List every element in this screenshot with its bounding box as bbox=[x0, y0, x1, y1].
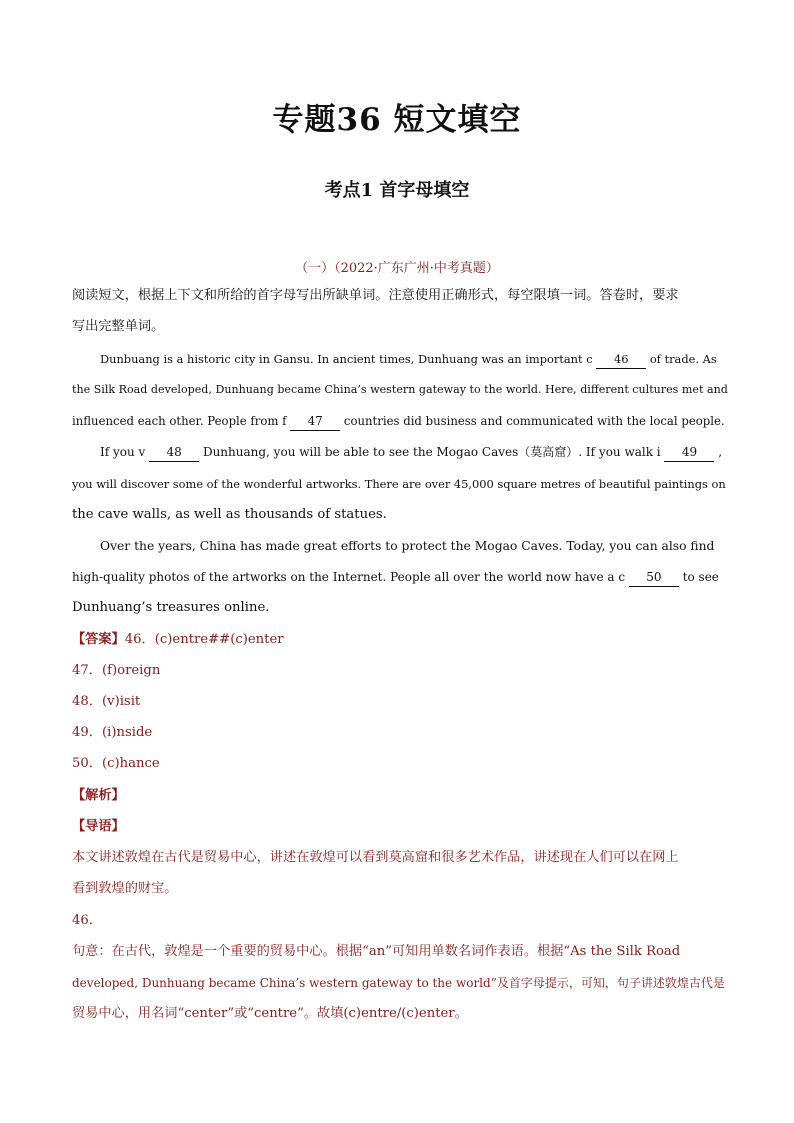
passage-p3-line-3: Dunhuang’s treasures online. bbox=[72, 600, 270, 615]
analysis-q46-line-2: developed, Dunhuang became China’s western gateway to the world”及首字母提示，可知，句子讲述敦煌古代是 bbox=[72, 976, 725, 990]
passage-text: to see bbox=[678, 570, 719, 584]
passage-p2-line-1 bbox=[100, 443, 722, 462]
analysis-q46-number: 46． bbox=[72, 913, 102, 928]
blank-47: 47 bbox=[290, 412, 340, 431]
passage-text: Dunhuang, you will be able to see the Mogao Caves（莫高窟）. If you walk i bbox=[199, 445, 665, 459]
instructions-line-1: 阅读短文，根据上下文和所给的首字母写出所缺单词。注意使用正确形式，每空限填一词。答卷时，要求 bbox=[72, 288, 679, 303]
blank-48: 48 bbox=[149, 443, 199, 462]
analysis-q46-line-1: 句意：在古代，敦煌是一个重要的贸易中心。根据“an”可知用单数名词作表语。根据“As the Silk Road bbox=[72, 944, 681, 959]
section-subtitle: 考点1 首字母填空 bbox=[324, 180, 470, 201]
blank-49: 49 bbox=[664, 443, 714, 462]
answer-47: 47．(f)oreign bbox=[72, 663, 161, 678]
passage-text: If you v bbox=[100, 445, 150, 459]
answer-49: 49．(i)nside bbox=[72, 725, 153, 740]
guide-label: 【导语】 bbox=[72, 819, 125, 834]
answer-text: 46．(c)entre##(c)enter bbox=[124, 632, 284, 647]
passage-text: of trade. As bbox=[646, 352, 717, 366]
passage-text: countries did business and communicated with the local people. bbox=[340, 414, 725, 428]
passage-text: , bbox=[714, 445, 723, 459]
analysis-label: 【解析】 bbox=[72, 788, 125, 803]
passage-p2-line-3: the cave walls, as well as thousands of statues. bbox=[72, 507, 387, 522]
analysis-q46-line-3: 贸易中心，用名词“center”或“centre”。故填(c)entre/(c)enter。 bbox=[72, 1006, 468, 1021]
question-source: （一）（2022·广东广州·中考真题） bbox=[295, 261, 499, 276]
passage-p3-line-2 bbox=[72, 568, 719, 587]
passage-p1-line-3 bbox=[72, 412, 725, 431]
answer-50: 50．(c)hance bbox=[72, 756, 160, 771]
passage-p1-line-2: the Silk Road developed, Dunhuang became China’s western gateway to the world. Here, different cultures met and bbox=[72, 383, 728, 396]
blank-46: 46 bbox=[596, 350, 646, 369]
passage-text: Dunbuang is a historic city in Gansu. In ancient times, Dunhuang was an important c bbox=[100, 352, 597, 366]
answer-46 bbox=[72, 631, 284, 649]
passage-text: high-quality photos of the artworks on the Internet. People all over the world now have a c bbox=[72, 570, 629, 584]
blank-50: 50 bbox=[629, 568, 679, 587]
passage-p2-line-2: you will discover some of the wonderful artworks. There are over 45,000 square metres of beautiful paintings on bbox=[72, 477, 726, 491]
passage-p1-line-1 bbox=[100, 350, 717, 369]
answer-label: 【答案】 bbox=[72, 632, 125, 647]
answer-48: 48．(v)isit bbox=[72, 694, 141, 709]
page-title: 专题36 短文填空 bbox=[272, 102, 522, 138]
guide-line-1: 本文讲述敦煌在古代是贸易中心，讲述在敦煌可以看到莫高窟和很多艺术作品，讲述现在人们可以在网上 bbox=[72, 850, 679, 865]
passage-text: influenced each other. People from f bbox=[72, 414, 291, 428]
passage-p3-line-1: Over the years, China has made great efforts to protect the Mogao Caves. Today, you can also find bbox=[100, 539, 715, 553]
instructions-line-2: 写出完整单词。 bbox=[72, 319, 165, 334]
guide-line-2: 看到敦煌的财宝。 bbox=[72, 881, 178, 896]
